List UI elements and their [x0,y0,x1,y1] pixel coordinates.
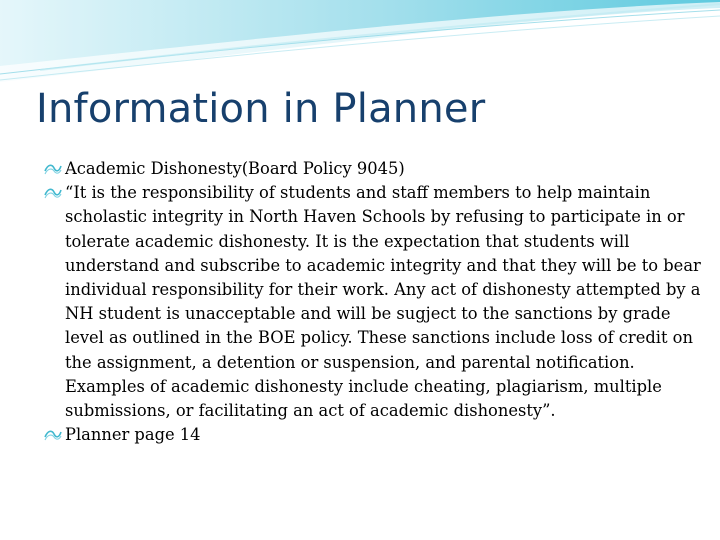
bullet-item [44,157,704,181]
bullet-item [44,423,704,447]
slide-title: Information in Planner [36,86,486,132]
wave-bullet-icon [44,162,62,176]
wave-bullet-icon [44,428,62,442]
bullet-list [44,157,704,447]
bullet-item [44,181,704,423]
bullet-text: Academic Dishonesty(Board Policy 9045) [65,159,405,178]
bullet-text: “It is the responsibility of students and staff members to help maintain scholastic integrity in North Haven Schools by refusing to participate in or tolerate academic dishonesty. It is the expectation that students will understand and subscribe to academic integrity and that they will be to bear individual responsibility for their work. Any act of dishonesty attempted by a NH student is unacceptable and will be sugject to the sanctions by grade level as outlined in the BOE policy. These sanctions include loss of credit on the assignment, a detention or suspension, and parental notification. Examples of academic dishonesty include cheating, plagiarism, multiple submissions, or facilitating an act of academic dishonesty”. [65,183,701,421]
wave-bullet-icon [44,186,62,200]
header-wave-decoration [0,0,720,100]
bullet-text: Planner page 14 [65,425,201,445]
